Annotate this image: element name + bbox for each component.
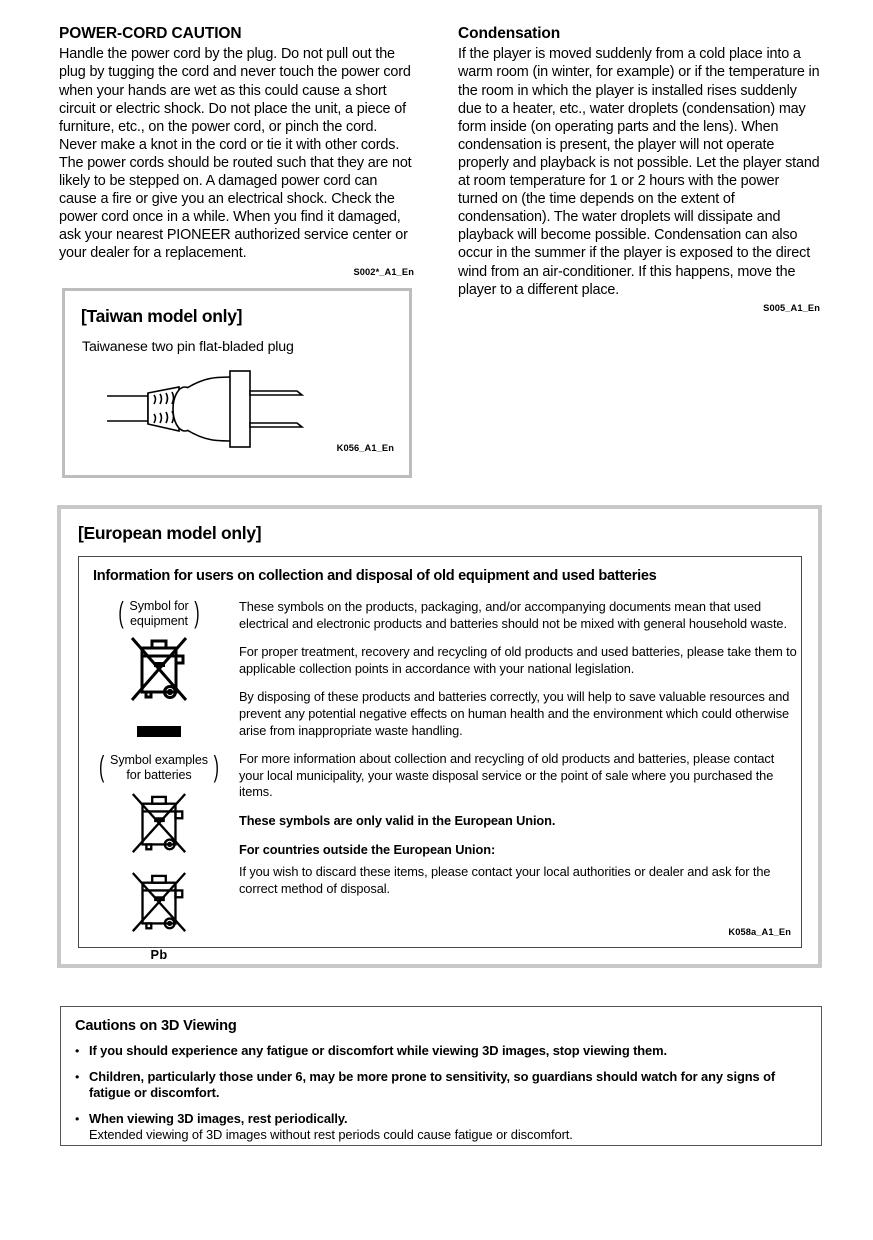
- taiwan-model-box: [62, 288, 412, 478]
- power-cord-caution-body: Handle the power cord by the plug. Do not pull out the plug by tugging the cord and never touch the power cord when your hands are wet as this could cause a short circuit or electric shock. Do not place the unit, a piece of furniture, etc., on the power cord, or pinch the cord. Never make a knot in the cord or tie it with other cords. The power cords should be routed such that they are not likely to be stepped on. A damaged power cord can cause a fire or give you an electrical shock. Check the power cord once in a while. When you find it damaged, ask your nearest PIONEER authorized service center or your dealer for a replacement.: [59, 46, 412, 262]
- taiwan-model-code: K056_A1_En: [336, 443, 394, 453]
- list-item: [75, 1069, 809, 1102]
- crossed-out-wheeled-bin-battery-icon: [127, 790, 191, 862]
- taiwan-model-title: [Taiwan model only]: [81, 306, 243, 326]
- weee-battery-symbol-1: [89, 790, 229, 867]
- weee-paragraph-bold: For countries outside the European Union:: [239, 841, 496, 857]
- taiwan-model-subtitle: Taiwanese two pin flat-bladed plug: [82, 339, 294, 355]
- pb-label: Pb: [150, 947, 168, 962]
- weee-information-title: Information for users on collection and disposal of old equipment and used batteries: [93, 568, 657, 584]
- list-item-text: If you should experience any fatigue or discomfort while viewing 3D images, stop viewing them.: [89, 1043, 667, 1058]
- condensation-code: S005_A1_En: [763, 302, 820, 313]
- weee-equipment-symbol: [89, 634, 229, 742]
- caption-equipment-line2: equipment: [130, 614, 188, 628]
- power-cord-caution-code: S002*_A1_En: [353, 266, 414, 277]
- bullet-icon: •: [75, 1044, 80, 1058]
- weee-text-column: [239, 599, 799, 909]
- power-cord-caution-section: [59, 24, 414, 277]
- weee-paragraph-bold: These symbols are only valid in the European Union.: [239, 812, 556, 828]
- caption-batteries-line2: for batteries: [126, 768, 192, 782]
- cautions-3d-viewing-box: [60, 1006, 822, 1146]
- two-pin-flat-bladed-plug-icon: [105, 369, 330, 454]
- weee-paragraph: For proper treatment, recovery and recycling of old products and used batteries, please take them to applicable collection points in accordance with your national legislation.: [239, 644, 797, 676]
- list-item-text: Children, particularly those under 6, may be more prone to sensitivity, so guardians should watch for any signs of fatigue or discomfort.: [89, 1068, 776, 1100]
- european-model-box: [57, 505, 822, 968]
- weee-solid-bar: [137, 726, 181, 737]
- plug-illustration: [105, 369, 330, 459]
- list-item: [75, 1111, 809, 1144]
- caption-symbol-examples-for-batteries: [89, 753, 229, 784]
- european-model-title: [European model only]: [78, 523, 262, 543]
- weee-paragraph: For more information about collection and recycling of old products and batteries, please contact your local municipality, your waste disposal service or the point of sale where you purchased the items.: [239, 751, 775, 800]
- european-model-code: K058a_A1_En: [728, 927, 791, 937]
- power-cord-caution-title: POWER-CORD CAUTION: [59, 25, 242, 42]
- list-item-subtext: Extended viewing of 3D images without rest periods could cause fatigue or discomfort.: [89, 1127, 573, 1142]
- condensation-title: Condensation: [458, 25, 561, 42]
- caption-batteries-line1: Symbol examples: [110, 753, 208, 767]
- crossed-out-wheeled-bin-battery-pb-icon: [127, 869, 191, 941]
- weee-paragraph: These symbols on the products, packaging, and/or accompanying documents mean that used electrical and electronic products and batteries should not be mixed with general household waste.: [239, 599, 787, 631]
- caption-symbol-for-equipment: [89, 599, 229, 630]
- weee-paragraph: If you wish to discard these items, please contact your local authorities or dealer and ask for the correct method of disposal.: [239, 864, 771, 896]
- list-item-text: When viewing 3D images, rest periodically.: [89, 1110, 348, 1126]
- condensation-section: [458, 24, 820, 313]
- weee-battery-symbol-2: [89, 869, 229, 962]
- condensation-body: If the player is moved suddenly from a cold place into a warm room (in winter, for example) or if the temperature in the room in which the player is installed rises suddenly due to a heater, etc., water droplets (condensation) may form inside (on operating parts and the lens). When condensation is present, the player will not operate properly and playback is not possible. Let the player stand at room temperature for 1 or 2 hours with the power turned on (the time depends on the extent of condensation). The water droplets will dissipate and playback will become possible. Condensation can also occur in the summer if the player is exposed to the direct wind from an air-conditioner. If this happens, move the player to a different place.: [458, 46, 820, 298]
- symbols-column: [89, 599, 229, 962]
- cautions-3d-viewing-list: [75, 1043, 809, 1153]
- bullet-icon: •: [75, 1069, 80, 1084]
- caption-equipment-line1: Symbol for: [129, 599, 189, 613]
- list-item: [75, 1043, 809, 1060]
- weee-information-panel: [78, 556, 802, 962]
- bullet-icon: •: [75, 1111, 80, 1126]
- crossed-out-wheeled-bin-icon: [126, 634, 192, 716]
- weee-paragraph: By disposing of these products and batteries correctly, you will help to save valuable resources and prevent any potential negative effects on human health and the environment which could otherwise arise from inappropriate waste handling.: [239, 689, 790, 738]
- cautions-3d-viewing-title: Cautions on 3D Viewing: [75, 1018, 237, 1034]
